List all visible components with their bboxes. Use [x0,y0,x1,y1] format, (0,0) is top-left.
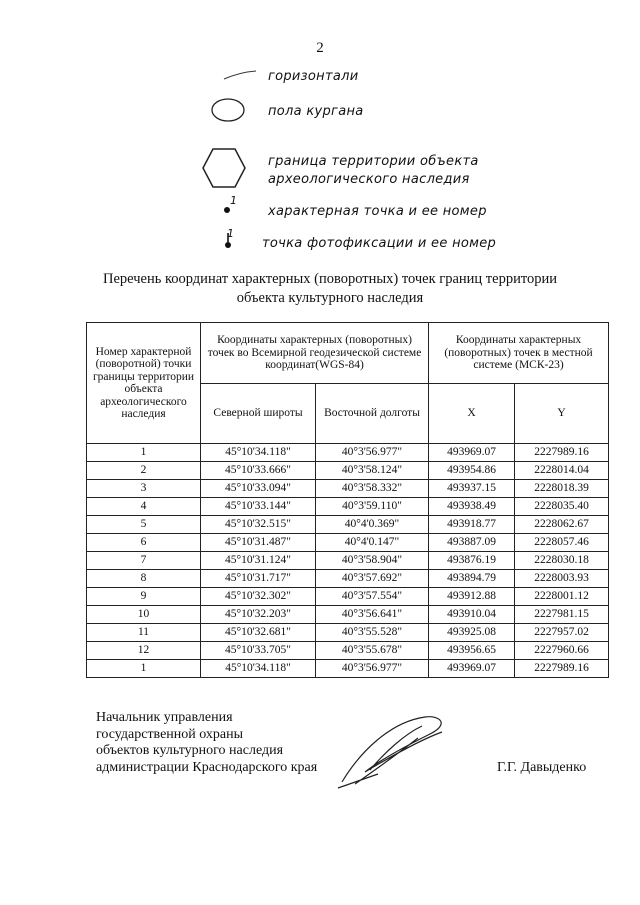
cell-lat: 45°10'32.203" [201,606,316,624]
cell-x: 493894.79 [429,570,515,588]
cell-lat: 45°10'31.717" [201,570,316,588]
cell-y: 2228018.39 [515,480,609,498]
cell-x: 493937.15 [429,480,515,498]
signature-position-line3: объектов культурного наследия [96,743,284,758]
cell-lat: 45°10'34.118" [201,444,316,462]
cell-lat: 45°10'33.094" [201,480,316,498]
table-row [87,588,609,606]
cell-lat: 45°10'33.705" [201,642,316,660]
cell-lon: 40°3'55.678" [316,642,429,660]
table-row [87,462,609,480]
legend-label-characteristic-point: характерная точка и ее номер [268,204,487,219]
signature-position-line4: администрации Краснодарского края [96,759,318,775]
table-row [87,642,609,660]
cell-n: 2 [87,462,201,480]
characteristic-point-icon [221,204,233,216]
mound-ellipse-icon [209,96,247,124]
cell-x: 493912.88 [429,588,515,606]
header-latitude: Северной широты [201,384,316,444]
photo-point-number: 1 [227,227,234,240]
cell-n: 6 [87,534,201,552]
characteristic-point-number: 1 [230,194,237,207]
cell-n: 7 [87,552,201,570]
cell-lat: 45°10'33.144" [201,498,316,516]
header-x: X [429,384,515,444]
cell-x: 493969.07 [429,660,515,678]
contour-line-icon [222,68,258,82]
cell-y: 2227957.02 [515,624,609,642]
cell-lon: 40°3'58.124" [316,462,429,480]
header-point-number: Номер характерной (поворотной) точки границы территории объекта археологического наследия [87,323,201,444]
legend-label-mound: пола кургана [268,104,364,119]
cell-n: 12 [87,642,201,660]
cell-lon: 40°3'57.692" [316,570,429,588]
cell-y: 2228014.04 [515,462,609,480]
cell-n: 1 [87,444,201,462]
legend-label-photo-point: точка фотофиксации и ее номер [262,236,497,251]
signer-name: Г.Г. Давыденко [497,760,587,775]
cell-lon: 40°3'57.554" [316,588,429,606]
header-longitude: Восточной долготы [316,384,429,444]
cell-x: 493876.19 [429,552,515,570]
cell-x: 493954.86 [429,462,515,480]
table-row [87,570,609,588]
cell-lat: 45°10'31.124" [201,552,316,570]
header-y: Y [515,384,609,444]
header-msk: Координаты характерных (поворотных) точек в местной системе (МСК-23) [429,323,609,384]
cell-x: 493938.49 [429,498,515,516]
cell-n: 10 [87,606,201,624]
signature-position-line2: государственной охраны [96,726,244,742]
legend-label-contours: горизонтали [268,69,359,84]
cell-y: 2227989.16 [515,444,609,462]
cell-x: 493969.07 [429,444,515,462]
table-row [87,516,609,534]
list-title-line2: объекта культурного наследия [236,290,424,306]
signature-block [96,710,317,776]
table-row [87,624,609,642]
handwritten-signature [330,712,460,792]
list-title [60,270,600,308]
header-wgs: Координаты характерных (поворотных) точек во Всемирной геодезической системе координат(WGS-84) [201,323,429,384]
table-row [87,444,609,462]
table-row [87,660,609,678]
cell-n: 1 [87,660,201,678]
cell-lat: 45°10'32.515" [201,516,316,534]
cell-y: 2228062.67 [515,516,609,534]
cell-x: 493910.04 [429,606,515,624]
page-number: 2 [316,40,324,56]
cell-lon: 40°3'56.977" [316,444,429,462]
cell-lon: 40°3'55.528" [316,624,429,642]
cell-lat: 45°10'32.302" [201,588,316,606]
coordinates-table [86,322,609,678]
cell-lon: 40°3'58.904" [316,552,429,570]
cell-n: 8 [87,570,201,588]
cell-lat: 45°10'32.681" [201,624,316,642]
cell-x: 493956.65 [429,642,515,660]
legend-label-territory-line1: граница территории объекта [268,154,479,169]
cell-y: 2228057.46 [515,534,609,552]
cell-y: 2228001.12 [515,588,609,606]
cell-x: 493887.09 [429,534,515,552]
table-row [87,552,609,570]
cell-n: 5 [87,516,201,534]
cell-n: 9 [87,588,201,606]
cell-lat: 45°10'31.487" [201,534,316,552]
coordinates-table-body [87,444,609,678]
signature-position-line1: Начальник управления [96,710,233,725]
cell-n: 4 [87,498,201,516]
cell-y: 2227981.15 [515,606,609,624]
cell-lon: 40°3'56.977" [316,660,429,678]
cell-y: 2228003.93 [515,570,609,588]
cell-lat: 45°10'34.118" [201,660,316,678]
cell-n: 11 [87,624,201,642]
cell-lon: 40°3'59.110" [316,498,429,516]
cell-n: 3 [87,480,201,498]
cell-lat: 45°10'33.666" [201,462,316,480]
photo-point-icon [220,232,236,250]
cell-lon: 40°3'58.332" [316,480,429,498]
legend-label-territory-line2: археологического наследия [268,172,470,187]
cell-x: 493918.77 [429,516,515,534]
list-title-line1: Перечень координат характерных (поворотных) точек границ территории [102,271,558,287]
table-row [87,480,609,498]
table-row [87,498,609,516]
cell-y: 2228030.18 [515,552,609,570]
cell-y: 2228035.40 [515,498,609,516]
table-row [87,534,609,552]
territory-hexagon-icon [200,146,248,190]
cell-y: 2227960.66 [515,642,609,660]
cell-y: 2227989.16 [515,660,609,678]
legend [0,0,640,260]
cell-lon: 40°4'0.147" [316,534,429,552]
table-row [87,606,609,624]
cell-lon: 40°3'56.641" [316,606,429,624]
cell-x: 493925.08 [429,624,515,642]
cell-lon: 40°4'0.369" [316,516,429,534]
